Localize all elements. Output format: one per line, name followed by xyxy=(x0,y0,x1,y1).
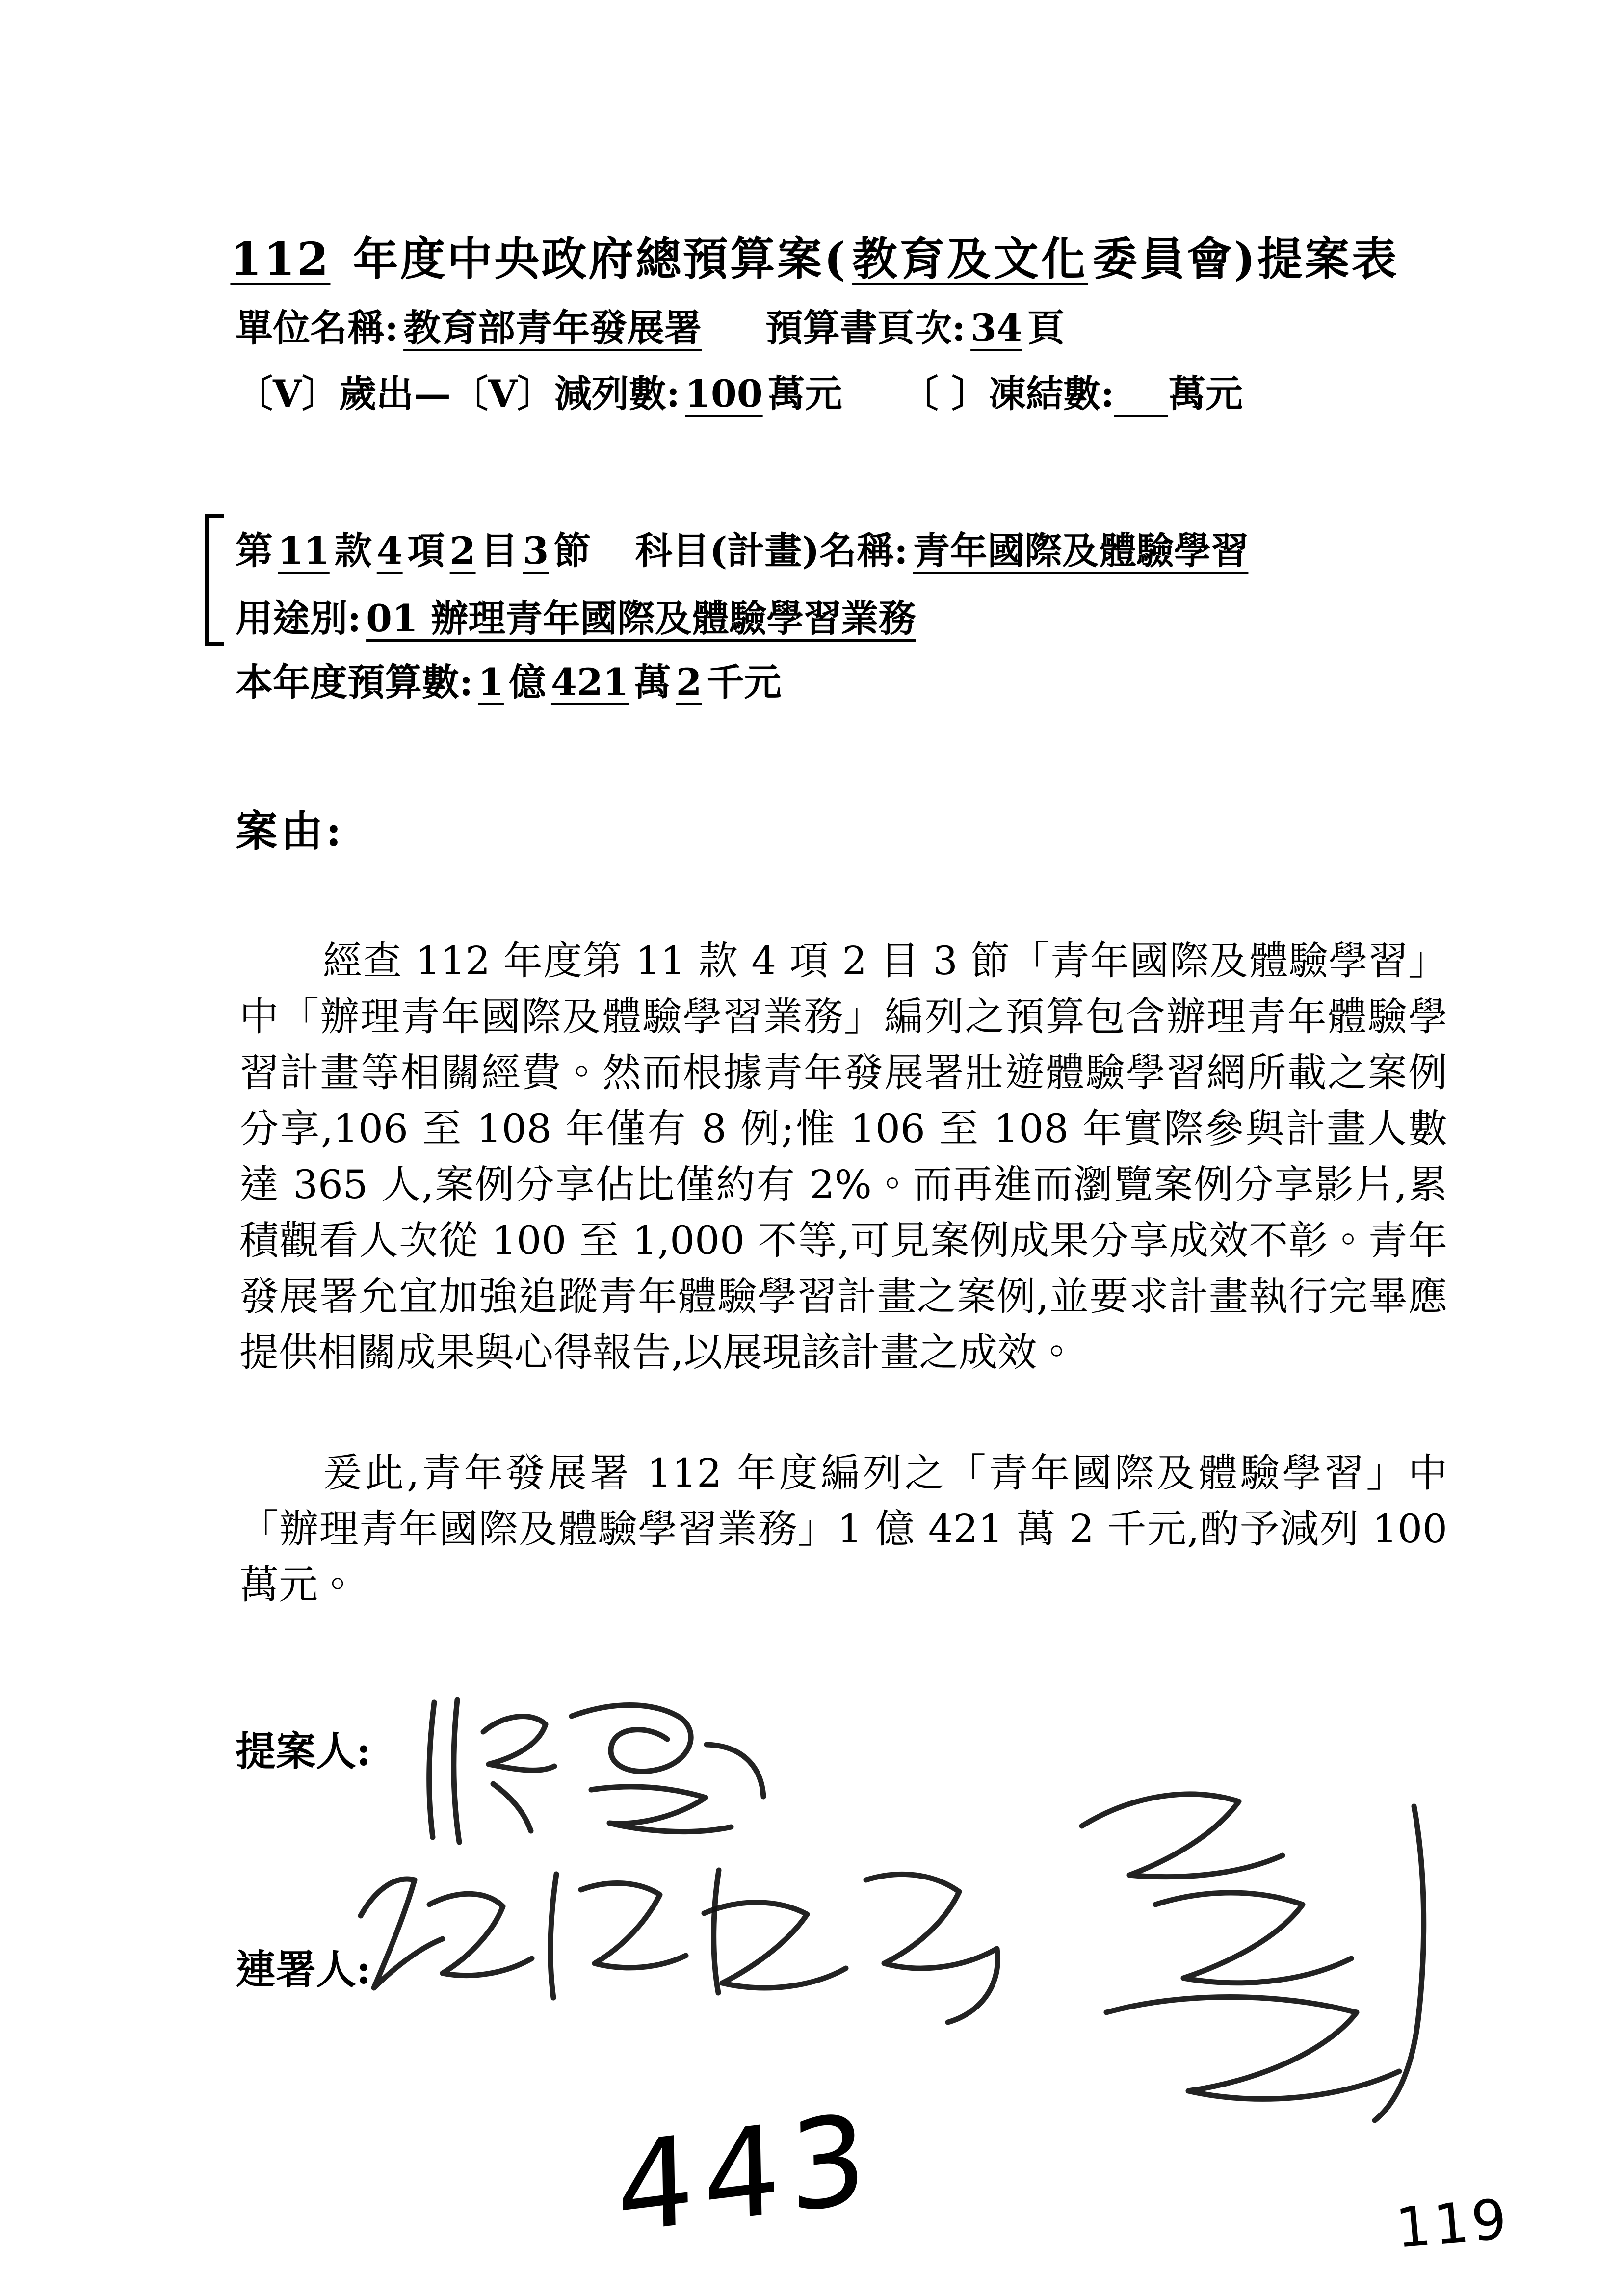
budget-v2: 421 xyxy=(550,660,629,704)
budget-book-page-label: 預算書頁次: xyxy=(765,306,966,350)
paragraph-1: 經查 112 年度第 11 款 4 項 2 目 3 節「青年國際及體驗學習」中「辦理青年國際及體驗學習業務」編列之預算包含辦理青年體驗學習計畫等相關經費。然而根據青年發展署壯遊體驗學習網所載之案例分享,106 至 108 年僅有 8 例;惟 106 至 108 年實際參與計畫人數達 365 人,案例分享佔比僅約有 2%。而再進而瀏覽案例分享影片,累積觀看人次從 100 至 1,000 不等,可見案例成果分享成效不彰。青年發展署允宜加強追蹤青年體驗學習計畫之案例,並要求計畫執行完畢應提供相關成果與心得報告,以展現該計畫之成效。 xyxy=(239,938,1447,1375)
unit-name-value: 教育部青年發展署 xyxy=(403,306,702,350)
unit-name-label: 單位名稱: xyxy=(236,306,399,350)
cut-label: 減列數: xyxy=(554,372,680,416)
reason-body xyxy=(239,933,1447,1613)
item-k5: 節 xyxy=(553,529,591,573)
doc-title-tail: 委員會)提案表 xyxy=(1093,233,1399,286)
budget-book-page-value: 34 xyxy=(970,306,1022,350)
item-k2: 款 xyxy=(334,529,372,573)
item-line xyxy=(236,521,1253,574)
handwritten-page-number: 119 xyxy=(1393,2187,1513,2261)
item-k3: 項 xyxy=(407,529,445,573)
budget-u1: 億 xyxy=(508,660,546,704)
cosigner-signature-2 xyxy=(1082,1794,1424,2120)
doc-title-committee: 教育及文化 xyxy=(852,233,1088,286)
cosigner-label: 連署人: xyxy=(236,1946,371,1993)
usage-line xyxy=(236,589,920,642)
budget-v3: 2 xyxy=(676,660,702,704)
budget-line xyxy=(236,652,782,706)
paragraph-2: 爰此,青年發展署 112 年度編列之「青年國際及體驗學習」中「辦理青年國際及體驗學習業務」1 億 421 萬 2 千元,酌予減列 100 萬元。 xyxy=(239,1450,1447,1608)
item-k1: 第 xyxy=(236,529,273,573)
usage-value: 01 辦理青年國際及體驗學習業務 xyxy=(366,597,916,640)
handwritten-tally-number: 443 xyxy=(615,2086,877,2262)
unit-line xyxy=(236,298,1065,352)
cut-amount-value: 100 xyxy=(685,372,763,416)
item-k4: 目 xyxy=(480,529,518,573)
checkbox-freeze-empty: 〔 〕 xyxy=(901,372,989,416)
budget-label: 本年度預算數: xyxy=(236,660,473,704)
item-v1: 11 xyxy=(278,529,330,573)
expense-label: 歲出— xyxy=(339,372,451,416)
doc-title xyxy=(0,223,1624,288)
cut-amount-unit: 萬元 xyxy=(767,372,842,416)
reason-heading: 案由: xyxy=(236,807,344,856)
freeze-label: 凍結數: xyxy=(989,372,1115,416)
checkbox-line xyxy=(236,364,1243,417)
proposer-label: 提案人: xyxy=(236,1728,371,1775)
checkbox-expense-checked: 〔V〕 xyxy=(236,372,339,416)
doc-title-year: 112 xyxy=(230,233,331,286)
margin-bracket xyxy=(205,514,224,646)
proposer-signature xyxy=(429,1700,763,1842)
item-v3: 2 xyxy=(449,529,476,573)
item-v4: 3 xyxy=(523,529,549,573)
checkbox-cut-checked: 〔V〕 xyxy=(450,372,554,416)
subject-label: 科目(計畫)名稱: xyxy=(635,529,908,573)
subject-value: 青年國際及體驗學習 xyxy=(913,529,1249,573)
budget-book-page-unit: 頁 xyxy=(1027,306,1065,350)
doc-title-mid: 年度中央政府總預算案( xyxy=(335,233,848,286)
cosigner-signature-1 xyxy=(361,1870,998,2022)
budget-u2: 萬 xyxy=(633,660,671,704)
budget-v1: 1 xyxy=(478,660,504,704)
usage-label: 用途別: xyxy=(236,597,362,640)
item-v2: 4 xyxy=(376,529,403,573)
freeze-amount-unit: 萬元 xyxy=(1168,372,1243,416)
budget-u3: 千元 xyxy=(707,660,782,704)
freeze-amount-blank xyxy=(1114,378,1168,417)
